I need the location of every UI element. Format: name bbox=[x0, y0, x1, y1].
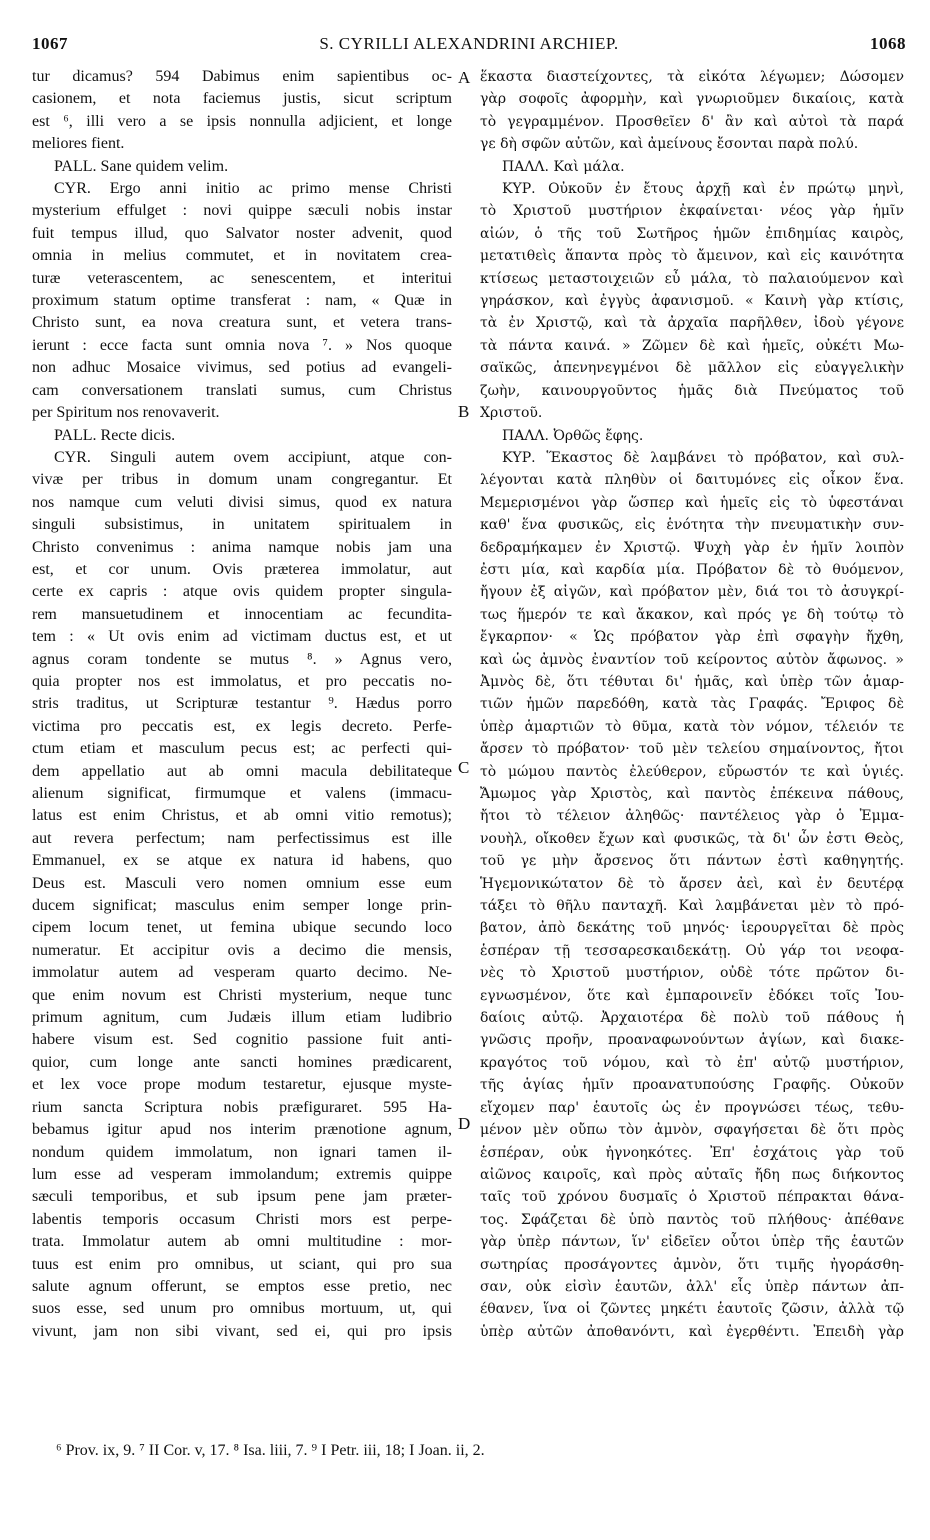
latin-text-line: rem mansuetudinem et innocentiam ac fecundita- bbox=[32, 605, 452, 623]
latin-text-line: dem appellatio aut ab omni macula debilitateque bbox=[32, 762, 452, 780]
latin-text-line: PALL. Sane quidem velim. bbox=[54, 157, 229, 175]
greek-column bbox=[480, 66, 904, 1343]
greek-text-line: τιῶν ἡμῶν παρεδόθη, κατὰ τὰς Γραφάς. Ἔριφος δὲ bbox=[480, 696, 904, 713]
greek-text-line: τῆς ἁγίας ἡμῖν προανατυπούσης Γραφῆς. Οὐκοῦν bbox=[480, 1077, 904, 1094]
latin-text-line: PALL. Recte dicis. bbox=[54, 426, 176, 444]
left-page-number: 1067 bbox=[32, 34, 68, 53]
greek-text-line: γε δὴ σφῶν αὐτῶν, καὶ ἀμείνους ἔσονται παρὰ πολύ. bbox=[480, 136, 859, 153]
latin-column bbox=[32, 66, 452, 1343]
greek-text-line: καὶ ὡς ἀμνὸς ἐναντίον τοῦ κείροντος αὐτὸν ἄφωνος. » bbox=[480, 651, 904, 668]
greek-text-line: Ἄμωμος γὰρ Χριστὸς, καὶ παντὸς ἐπέκεινα πάθους, bbox=[480, 786, 904, 802]
margin-letter-b: B bbox=[458, 402, 470, 421]
margin-letter-c: C bbox=[458, 758, 470, 777]
greek-text-line: δεδραμήκαμεν ἐν Χριστῷ. Ψυχὴ γὰρ ἐν ἡμῖν λοιπὸν bbox=[480, 539, 904, 556]
latin-text-line: alienum significat, firmumque et valens (immacu- bbox=[32, 785, 452, 802]
greek-text-line: Ἀμνὸς δὲ, ὅτι τέθυται δι' ἡμᾶς, καὶ ὑπὲρ τῶν ἁμαρ- bbox=[480, 673, 904, 690]
greek-text-line: αἰῶνος καιροῖς, καὶ πρὸς αὐταῖς ἤδη πως διήκοντος bbox=[480, 1166, 904, 1183]
greek-text-line: ἐστι μία, καὶ καρδία μία. Πρόβατον δὲ τὸ θυόμενον, bbox=[480, 561, 904, 578]
greek-text-line: βατον, ἀπὸ δεκάτης τοῦ μηνός· ἱερουργεῖται δὲ πρὸς bbox=[480, 920, 904, 937]
latin-text-line: est ⁶, illi vero a se ipsis nonnulla adjicient, et longe bbox=[32, 112, 452, 130]
latin-text-line: CYR. Ergo anni initio ac primo mense Christi bbox=[54, 180, 452, 198]
latin-text-line: meliores fient. bbox=[32, 135, 125, 153]
greek-text-line: τὸ γεγραμμένον. Προσθεῖεν δ' ἂν καὶ αὐτοὶ τὰ παρά bbox=[480, 113, 904, 130]
greek-text-line: νουὴλ, οἴκοθεν ἔχων καὶ φυσικῶς, τὰ δι' ὧν ἐστι Θεὸς, bbox=[480, 830, 904, 847]
latin-text-line: ducem significat; masculus enim semper longe prin- bbox=[32, 897, 452, 915]
greek-text-line: ἑσπέραν τῇ τεσσαρεσκαιδεκάτῃ. Οὐ γάρ τοι νεοφα- bbox=[480, 942, 904, 959]
latin-text-line: numeratur. Et accipitur ovis a decimo die mensis, bbox=[32, 941, 452, 959]
latin-text-line: non adhuc Mosaice vivimus, sed potius ad evangeli- bbox=[32, 359, 452, 377]
latin-text-line: certe ex capris : atque ovis quidem propter singula- bbox=[32, 583, 452, 601]
greek-text-line: ἑσπέραν, οὐκ ἠγνοηκότες. Ἐπ' ἐσχάτοις γὰρ τοῦ bbox=[480, 1144, 904, 1161]
latin-text-line: proximum statum optime transferat : nam, « Quæ in bbox=[32, 292, 452, 310]
greek-text-line: κραγότος τοῦ νόμου, καὶ τὸ ἐπ' αὐτῷ μυστήριον, bbox=[480, 1054, 904, 1071]
latin-text-line: lum esse ad vesperam immolandum; extremis quippe bbox=[32, 1165, 452, 1183]
latin-text-line: bebamus igitur apud nos interim prænotione agnum, bbox=[32, 1121, 452, 1139]
latin-text-line: Deus est. Masculi vero nomen omnium esse eum bbox=[32, 874, 452, 892]
greek-text-line: γνῶσις προῆν, προαναφωνούντων ἁγίων, καὶ διακε- bbox=[480, 1032, 904, 1049]
latin-text-line: nondum quidem immolatum, non ignari tamen il- bbox=[32, 1143, 452, 1161]
greek-text-line: ὑπὲρ ἁμαρτιῶν τὸ θῦμα, κατὰ τὸν νόμον, τέλειόν τε bbox=[480, 718, 904, 735]
greek-text-line: ΠΑΛΛ. Καὶ μάλα. bbox=[502, 158, 625, 175]
greek-text-line: μένον μὲν οὔπω τὸν ἀμνὸν, σφαγήσεται δὲ ὅτι πρὸς bbox=[480, 1122, 904, 1139]
margin-letter-a: A bbox=[458, 68, 471, 87]
latin-text-line: ierunt : ecce facta sunt omnia nova ⁷. » Nos quoque bbox=[32, 336, 452, 354]
greek-text-line: τως ἥμερόν τε καὶ ἄκακον, καὶ πρός γε δὴ τούτῳ τὸ bbox=[480, 606, 904, 623]
latin-text-line: mysterium effulget : novi quippe sæculi nobis instar bbox=[32, 202, 452, 220]
greek-text-line: ΠΑΛΛ. Ὀρθῶς ἔφης. bbox=[502, 427, 644, 444]
greek-text-line: κτίσεως μεταστοιχειῶν εὖ μάλα, τὸ παλαιούμενον καὶ bbox=[480, 270, 904, 287]
margin-letter-d: D bbox=[458, 1114, 471, 1133]
latin-text-line: turæ veterascentem, ac senescentem, et interitui bbox=[32, 269, 452, 287]
latin-text-line: singuli subsistimus, in unitatem spiritualem in bbox=[32, 516, 452, 534]
latin-text-line: tur dicamus? 594 Dabimus enim sapientibus oc- bbox=[32, 68, 452, 85]
running-title: S. CYRILLI ALEXANDRINI ARCHIEP. bbox=[319, 34, 619, 53]
greek-text-line: τος. Σφάζεται δὲ ὑπὸ παντὸς τοῦ πλήθους· ἀπέθανε bbox=[480, 1211, 904, 1228]
latin-text-line: tem : « Ut ovis enim ad victimam ductus est, et ut bbox=[32, 628, 452, 646]
greek-text-line: έθανεν, ἵνα οἱ ζῶντες μηκέτι ἑαυτοῖς ζῶσιν, ἀλλὰ τῷ bbox=[480, 1301, 904, 1318]
latin-text-line: suos esse, sed unum pro omnibus mortuum, ut, qui bbox=[32, 1300, 452, 1318]
latin-text-line: Emmanuel, ex se atque ex natura id habens, quo bbox=[32, 852, 452, 870]
greek-text-line: ὑπὲρ αὐτῶν ἀποθανόντι, καὶ ἐγερθέντι. Ἐπειδὴ γὰρ bbox=[480, 1323, 904, 1340]
greek-text-line: τὰ πάντα καινά. » Ζῶμεν δὲ καὶ ἡμεῖς, οὐκέτι Μω- bbox=[480, 337, 904, 354]
latin-text-line: rium sancta Scriptura nobis præfiguraret. 595 Ha- bbox=[32, 1098, 452, 1116]
right-page-number: 1068 bbox=[870, 34, 906, 53]
greek-text-line: τάξει τὸ θῆλυ πανταχῆ. Καὶ λαμβάνεται μὲν τὸ πρό- bbox=[480, 898, 904, 915]
latin-text-line: immolatur autem ad vesperam quarto decimo. Ne- bbox=[32, 964, 452, 982]
greek-text-line: μετατιθεὶς ἅπαντα πρὸς τὸ ἄμεινον, καὶ εἰς καινότητα bbox=[480, 248, 904, 265]
latin-text-line: fuit tempus illud, quo Salvator noster advenit, quod bbox=[32, 224, 452, 242]
greek-text-line: εγνωσμένον, ὅτε καὶ ἐμπαροινεῖν ἐδόκει τοῖς Ἰου- bbox=[480, 987, 904, 1004]
latin-text-line: vivæ per tribus in domum unam congregantur. Et bbox=[32, 471, 452, 489]
latin-text-line: sæculi temporibus, et sub ipsum pene jam præter- bbox=[32, 1188, 452, 1206]
running-header bbox=[32, 34, 906, 60]
latin-text-line: latus est enim Christus, et ab omni vitio remotus); bbox=[32, 807, 452, 825]
greek-text-line: ἤτοι τὸ τέλειον ἀληθῶς· παντέλειος γὰρ ὁ Ἐμμα- bbox=[480, 808, 904, 825]
latin-text-line: nos namque cum veluti divisi simus, quod ex natura bbox=[32, 493, 452, 511]
latin-text-line: stris traditus, ut Scripturæ testantur ⁹. Hædus porro bbox=[32, 695, 452, 713]
latin-text-line: est, et cor unum. Ovis præterea immolatur, aut bbox=[32, 560, 452, 578]
latin-text-line: cam conversationem translati sumus, cum Christus bbox=[32, 381, 452, 399]
greek-text-line: νὲς τὸ Χριστοῦ μυστήριον, οὐδὲ τότε πρῶτον δι- bbox=[480, 965, 904, 982]
greek-text-line: ἤγουν ἐξ αἰγῶν, καὶ πρόβατον μὲν, διά τοι τὸ ἀσυγκρί- bbox=[480, 584, 904, 601]
latin-text-line: cipem locum tenet, ut femina ubique secundo loco bbox=[32, 919, 452, 937]
latin-text-line: et lex voce prope modum testaretur, ejusque myste- bbox=[32, 1076, 452, 1094]
latin-text-line: labentis temporis occasum Christi mors est perpe- bbox=[32, 1210, 452, 1228]
greek-text-line: λέγονται κατὰ πληθὺν οἱ δαιτυμόνες εἰς οἶκον ἕνα. bbox=[480, 472, 904, 489]
greek-text-line: εἴχομεν παρ' ἑαυτοῖς ὡς ἐν προγνώσει τέως, τεθυ- bbox=[480, 1099, 904, 1116]
latin-text-line: vivunt, jam non sibi vivant, sed ei, qui pro ipsis bbox=[32, 1322, 452, 1340]
greek-text-line: ἄρσεν τὸ πρόβατον· τοῦ μὲν τελείου σημαίνοντος, ἤτοι bbox=[480, 741, 904, 758]
greek-text-line: αἰών, ὁ τῆς τοῦ Σωτῆρος ἡμῶν ἐπιδημίας καιρὸς, bbox=[480, 225, 904, 242]
latin-text-line: victima pro peccatis est, ex legis decreto. Perfe- bbox=[32, 717, 452, 735]
greek-text-line: τὸ μώμου παντὸς ἐλεύθερον, εὔρωστόν τε καὶ ὑγιές. bbox=[480, 763, 904, 780]
latin-text-line: habere visum est. Sed cognitio passione fuit anti- bbox=[32, 1031, 452, 1049]
latin-text-line: que enim novum est Christi mysterium, neque tunc bbox=[32, 986, 452, 1004]
latin-text-line: CYR. Singuli autem ovem accipiunt, atque con- bbox=[54, 448, 452, 466]
latin-text-line: primum agnitum, cum Judæis illum etiam ludibrio bbox=[32, 1009, 452, 1027]
footnotes: ⁶ Prov. ix, 9. ⁷ II Cor. v, 17. ⁸ Isa. liii, 7. ⁹ I Petr. iii, 18; I Joan. ii, 2. bbox=[56, 1442, 485, 1459]
latin-text-line: casionem, et nota faciemus justis, sicut scriptum bbox=[32, 90, 452, 108]
greek-text-line: Ἡγεμονικώτατον δὲ τὸ ἄρσεν ἀεὶ, καὶ ἐν δευτέρᾳ bbox=[480, 875, 904, 892]
greek-text-line: τὰ ἐν Χριστῷ, καὶ τὰ ἀρχαῖα παρῆλθεν, ἰδοὺ γέγονε bbox=[480, 315, 904, 332]
greek-text-line: Χριστοῦ. bbox=[480, 405, 543, 422]
greek-text-line: σωτηρίας προσάγοντες ἀμνὸν, ὅτι τιμῆς ἠγοράσθη- bbox=[480, 1256, 904, 1273]
latin-text-line: ctum etiam et masculum pecus est; ac perfecti qui- bbox=[32, 740, 452, 758]
greek-text-line: τὸ Χριστοῦ μυστήριον ἐκφαίνεται· νέος γὰρ ἡμῖν bbox=[480, 203, 904, 220]
latin-text-line: quia propter nos est immolatus, et pro peccatis no- bbox=[32, 672, 452, 690]
latin-text-line: Christo sunt, ea nova creatura sunt, et vetera trans- bbox=[32, 314, 452, 332]
greek-text-line: ΚΥΡ. Ἕκαστος δὲ λαμβάνει τὸ πρόβατον, καὶ συλ- bbox=[502, 449, 904, 466]
greek-text-line: σαϊκῶς, ἀπενηνεγμένοι δὲ μᾶλλον εἰς εὐαγγελικὴν bbox=[480, 360, 904, 377]
latin-text-line: salute agnum offerunt, se emptos esse pretio, nec bbox=[32, 1277, 452, 1295]
latin-text-line: trata. Immolatur autem ab omni multitudine : mor- bbox=[32, 1233, 452, 1251]
greek-text-line: Μεμερισμένοι γὰρ ὥσπερ καὶ ἡμεῖς εἰς τὸ ὑφεστάναι bbox=[480, 494, 904, 511]
greek-text-line: ἔγκαρπον· « Ὡς πρόβατον γὰρ ἐπὶ σφαγὴν ἤχθη, bbox=[480, 629, 904, 646]
greek-text-line: ἕκαστα διαστείχοντες, τὰ εἰκότα λέγωμεν; Δώσομεν bbox=[480, 69, 904, 85]
latin-text-line: aut revera perfectum; nam perfectissimus est ille bbox=[32, 829, 452, 847]
greek-text-line: σαν, οὐκ εἰσὶν ἑαυτῶν, ἀλλ' εἷς ὑπὲρ πάντων ἀπ- bbox=[480, 1278, 904, 1295]
greek-text-line: γὰρ σοφοῖς ἀφορμὴν, καὶ γνωριοῦμεν δικαίοις, κατὰ bbox=[480, 91, 904, 108]
latin-text-line: per Spiritum nos renovaverit. bbox=[32, 404, 220, 422]
latin-text-line: tuus est enim pro omnibus, ut sciant, qui pro sua bbox=[32, 1255, 452, 1273]
greek-text-line: δαίοις αὐτῷ. Ἀρχαιοτέρα δὲ πολὺ τοῦ πάθους ἡ bbox=[480, 1010, 904, 1027]
greek-text-line: γὰρ ὑπὲρ πάντων, ἵν' εἰδεῖεν οὗτοι ὑπὲρ τῆς ἑαυτῶν bbox=[480, 1234, 904, 1251]
greek-text-line: ζωὴν, καινουργοῦντος ἡμᾶς διὰ Πνεύματος τοῦ bbox=[480, 382, 904, 399]
latin-text-line: agnus coram tondente se mutus ⁸. » Agnus vero, bbox=[32, 650, 452, 668]
greek-text-line: ΚΥΡ. Οὐκοῦν ἐν ἔτους ἀρχῇ καὶ ἐν πρώτῳ μηνὶ, bbox=[502, 181, 904, 198]
greek-text-line: καθ' ἕνα φυσικῶς, εἰς ἑνότητα τὴν πνευματικὴν συν- bbox=[480, 517, 904, 534]
greek-text-line: τοῦ γε μὴν ἄρσενος ὅτι πάντων ἐστὶ καθηγητής. bbox=[480, 853, 904, 870]
latin-text-line: quior, cum longe ante sancti homines prædicarent, bbox=[32, 1053, 452, 1071]
latin-text-line: omnia in melius commutet, et in novitatem crea- bbox=[32, 247, 452, 265]
greek-text-line: ταῖς τοῦ χρόνου δυσμαῖς ὁ Χριστοῦ πέπρακται θάνα- bbox=[480, 1189, 904, 1206]
greek-text-line: γηράσκον, καὶ ἐγγὺς ἀφανισμοῦ. « Καινὴ γὰρ κτίσις, bbox=[480, 293, 904, 310]
latin-text-line: Christo convenimus : anima namque nobis jam una bbox=[32, 538, 452, 556]
